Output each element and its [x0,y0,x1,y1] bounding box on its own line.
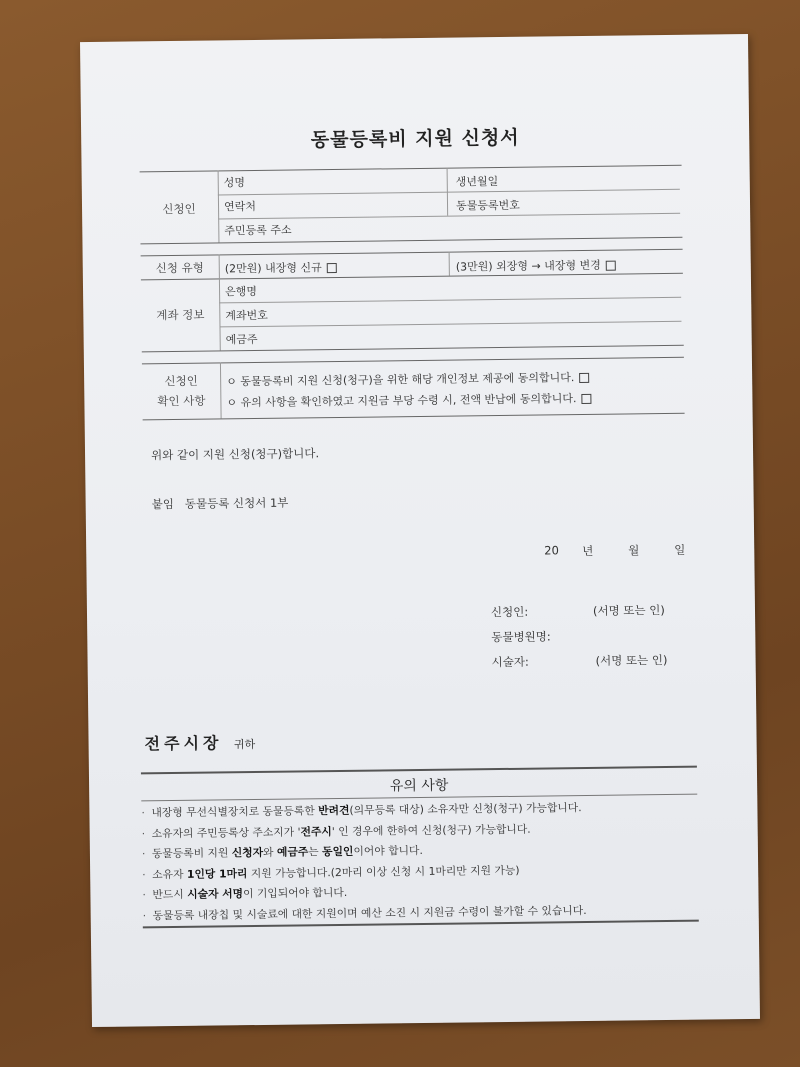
account-number-field[interactable]: 계좌번호 [225,308,268,323]
bullet-icon: · [142,867,146,881]
notice-item: · 내장형 무선식별장치로 동물등록한 반려견(의무등록 대상) 소유자만 신청(청구) 가능합니다. [141,797,697,824]
bullet-icon: · [142,888,146,902]
applicant-label: 신청인 [162,201,196,217]
account-label: 계좌 정보 [156,307,205,323]
practitioner-sign-field[interactable]: (서명 또는 인) [595,652,668,668]
notice-box [141,766,699,929]
confirm-label-line1: 신청인 [164,373,198,389]
consent-refund[interactable] [226,390,591,410]
section-rule [142,357,684,365]
date-month-label: 월 [628,543,640,558]
checkbox-new[interactable] [327,263,337,273]
attachment-text: 붙임 동물등록 신청서 1부 [151,495,289,512]
date-day-label: 일 [674,542,686,557]
notice-item: · 동물등록비 지원 신청자와 예금주는 동일인이어야 합니다. [142,838,698,865]
date-year-prefix[interactable]: 20 [544,543,559,558]
registration-number-field[interactable]: 동물등록번호 [455,198,520,213]
addressee-name: 전주시장 [144,733,223,754]
contact-field[interactable]: 연락처 [223,199,256,214]
bullet-icon: · [141,847,146,861]
type-option-change[interactable] [456,257,616,275]
notice-item: · 소유자의 주민등록상 주소지가 '전주시' 인 경우에 한하여 신청(청구) 가능합니다. [142,817,698,844]
address-field[interactable]: 주민등록 주소 [224,223,292,238]
notice-item: · 반드시 시술자 서명이 기입되어야 합니다. [142,879,698,906]
bullet-icon: · [142,908,147,922]
form-title: 동물등록비 지원 신청서 [310,126,520,152]
section-rule [141,273,683,281]
bank-field[interactable]: 은행명 [224,284,258,299]
type-label: 신청 유형 [155,260,204,276]
checkbox-change[interactable] [606,261,616,271]
notice-item: · 소유자 1인당 1마리 지원 가능합니다.(2마리 이상 신청 시 1마리만 지원 가능) [142,858,698,885]
section-rule [140,237,682,245]
checkbox-refund[interactable] [581,394,591,404]
consent-refund-text: ㅇ 유의 사항을 확인하였고 지원금 부당 수령 시, 전액 반납에 동의합니다. [226,392,577,410]
confirm-label-line2: 확인 사항 [157,393,206,409]
notice-item: · 동물등록 내장칩 및 시술료에 대한 지원이며 예산 소진 시 지원금 수령이 불가할 수 있습니다. [143,899,699,926]
statement-text: 위와 같이 지원 신청(청구)합니다. [150,446,320,463]
type-option-change-label: (3만원) 외장형 → 내장형 변경 [455,258,601,274]
checkbox-privacy[interactable] [579,373,589,383]
applicant-sign-field[interactable]: (서명 또는 인) [592,603,665,618]
hospital-name-label: 동물병원명: [491,629,551,645]
bullet-icon: · [141,826,146,840]
account-holder-field[interactable]: 예금주 [225,332,258,347]
row-rule [218,189,680,196]
row-rule [219,321,681,328]
date-year-label: 년 [582,543,594,559]
addressee [144,730,255,754]
row-rule [219,297,681,304]
notice-list [141,795,698,927]
consent-privacy[interactable] [226,369,589,389]
application-form-paper [80,34,760,1027]
divider [449,252,450,276]
notice-title: 유의 사항 [389,777,449,795]
type-option-new-label: (2만원) 내장형 신규 [224,261,322,276]
bullet-icon: · [141,806,145,820]
table-top-rule [140,165,682,173]
birth-field[interactable]: 생년월일 [455,175,499,189]
row-rule [218,213,680,220]
type-option-new[interactable] [225,259,337,276]
consent-privacy-text: ㅇ 동물등록비 지원 신청(청구)을 위한 해당 개인정보 제공에 동의합니다. [226,371,575,389]
addressee-suffix: 귀하 [233,738,256,752]
applicant-sign-label: 신청인: [490,604,529,620]
practitioner-sign-label: 시술자: [491,654,529,670]
name-field[interactable]: 성명 [223,176,246,190]
confirm-label [142,370,220,411]
section-rule [141,249,683,257]
section-rule [142,345,684,353]
section-rule [143,413,685,421]
